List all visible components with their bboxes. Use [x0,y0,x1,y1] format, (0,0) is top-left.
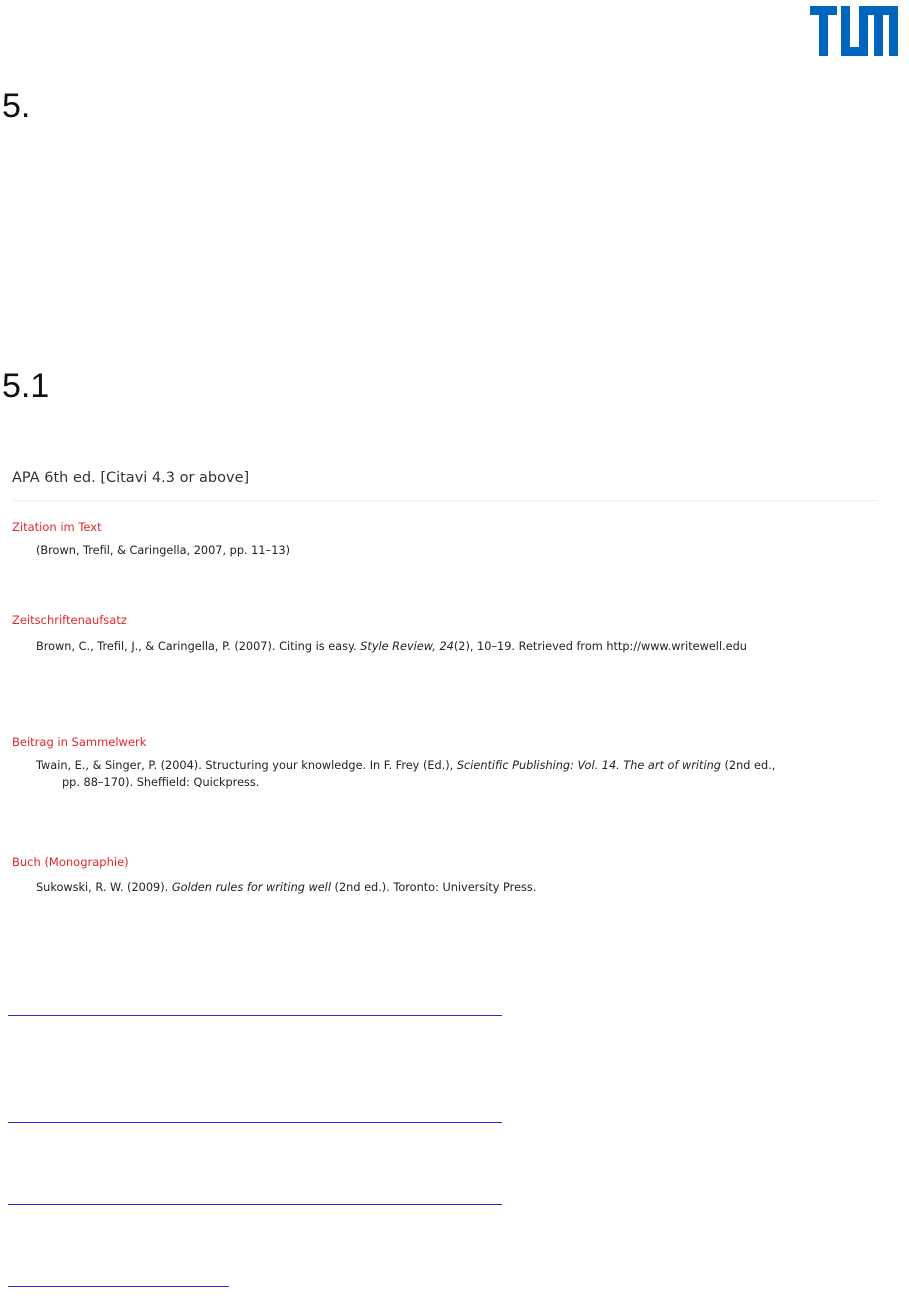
in-text-citation-example: (Brown, Trefil, & Caringella, 2007, pp. 11–13) [36,544,290,557]
hyperlink-underline[interactable] [8,1286,229,1287]
monograph-reference: Sukowski, R. W. (2009). Golden rules for writing well (2nd ed.). Toronto: University Press. [36,881,537,894]
category-edited-book-chapter: Beitrag in Sammelwerk [12,735,147,749]
journal-article-reference: Brown, C., Trefil, J., & Caringella, P. (2007). Citing is easy. Style Review, 24(2), 10–19. Retrieved from http://www.writewell.edu [36,640,747,653]
hyperlink-underline[interactable] [8,1015,502,1016]
section-5-heading: 5. [2,87,31,125]
category-journal-article: Zeitschriftenaufsatz [12,613,127,627]
tum-logo-icon [810,6,898,56]
citation-style-panel [8,470,878,501]
citation-style-title: APA 6th ed. [Citavi 4.3 or above] [12,470,250,486]
category-in-text-citation: Zitation im Text [12,520,102,534]
hyperlink-underline[interactable] [8,1204,502,1205]
edited-book-chapter-reference: Twain, E., & Singer, P. (2004). Structuring your knowledge. In F. Frey (Ed.), Scientific Publishing: Vol. 14. The art of writing (2nd ed., pp. 88–170). Sheffield: Quickpress. [36,759,776,789]
panel-divider [12,500,878,501]
hyperlink-underline[interactable] [8,1122,502,1123]
section-5-1-heading: 5.1 [2,367,50,405]
category-monograph: Buch (Monographie) [12,855,129,869]
